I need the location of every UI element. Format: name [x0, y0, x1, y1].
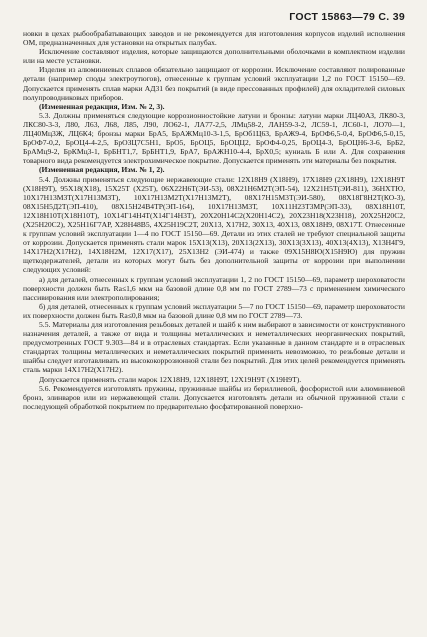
clause-5-6: 5.6. Рекомендуется изготовлять пружины, пружинные шайбы из бериллиевой, фосфористой или алюминиевой бронз, элинваров или из нержавеющей стали. Допускается изготовлять детали из обычной пружинной стали с последующей обработкой покрытием по предварительно фосфатированной поверхно-: [23, 383, 405, 411]
paragraph-aluminium: Изделия из алюминиевых сплавов обязательно защищают от коррозии. Исключение составляют полированные детали (например споды электроутюгов), отнесенные к группам условий эксплуатации 1,2 по ГОСТ 15150—69. Допускается применять сплав марки АД31 без покрытий (в виде прессованных профилей) для охладителей силовых полупроводниковых приборов.: [23, 65, 405, 102]
paragraph-exception: Исключение составляют изделия, которые защищаются дополнительными оболочками в комплектном изделии или на месте установки.: [23, 47, 405, 66]
document-body: [23, 29, 405, 411]
page-header: [289, 11, 405, 23]
standard-number: ГОСТ 15863—79: [289, 11, 376, 23]
list-item-b: б) для деталей, отнесенных к группам условий эксплуатации 5—7 по ГОСТ 15150—69, параметр шероховатости их поверхности должен быть Ra≤0,8 мкм на базовой длине 0,8 мм по ГОСТ 2789—73.: [23, 301, 405, 320]
clause-5-3: 5.3. Должны применяться следующие коррозионностойкие латуни и бронзы: латуни марки ЛЦ40АЗ, ЛК80-3, ЛКС80-3-3, Л80, Л63, Л68, Л85, Л90, ЛО62-1, ЛА77-2,5, ЛМц58-2, ЛАН59-3-2, ЛС59-1, ЛС60-1, ЛО70—1, ЛЦ40Мц3Ж, ЛЦ6К4; бронзы марки БрА5, БрАЖМц10-3-1,5, БрОб1Ц63, БрАЖ9-4, БрОФ6,5-0,4, БрОФ6,5-0,15, БрОФ7-0,2, БрОЦ4-4-2,5, БрОЗЦ7С5Н1, БрО5, БрОЦ5, БрОЦЦ2, БрОФ4-0,25, БрОЦ4-3, БрОЦН6-3-6, БрБ2, БрАМц9-2, БрКМц3-1, БрБНТ1,7, БрБНТ1,9, БрА7, БрАЖН10-4-4, БрХ0,5; куниаль Б или А. Для сохранения товарного вида рекомендуется электрохимическое покрытие. Допускается применять эти материалы без покрытия.: [23, 110, 405, 166]
paragraph-continuation: новки в цехах рыбообрабатывающих заводов и не рекомендуется для изготовления корпусов изделий исполнения ОМ, предназначенных для установки на открытых палубах.: [23, 29, 405, 48]
clause-5-5: 5.5. Материалы для изготовления резьбовых деталей и шайб к ним выбирают в зависимости от конструктивного назначения деталей, а также от вида и толщины металлических и неметаллических неорганических покрытий, предусмотренных ГОСТ 9.303—84 и в отраслевых стандартах. Если указанные в данном стандарте и в отраслевых стандартах толщины металлических и неметаллических покрытий применить невозможно, то резьбовые детали и шайбы следует изготавливать из высококоррозионной стали без покрытий. Для этих целей рекомендуется применять сталь марки 14Х17Н2(Х17Н2).: [23, 320, 405, 375]
list-item-a: а) для деталей, отнесенных к группам условий эксплуатации 1, 2 по ГОСТ 15150—69, параметр шероховатости поверхности должен быть Ra≤1,6 мкм на базовой длине 0,8 мм по ГОСТ 2789—73 с применением химического пассивирования или электрополирования;: [23, 274, 405, 302]
paragraph-allowed-steels: Допускается применять стали марок 12Х18Н9, 12Х18Н9Т, 12Х19Н9Т (Х19Н9Т).: [39, 374, 302, 384]
page-number: С. 39: [378, 11, 405, 23]
clause-5-4: 5.4. Должны применяться следующие нержавеющие стали: 12Х18Н9 (Х18Н9), 17Х18Н9 (2Х18Н9), 12Х18Н9Т (Х18Н9Т), 95Х18(Х18), 15Х25Т (Х25Т), 06Х22Н6Т(ЭИ-53), 08Х21Н6М2Т(ЭП-54), 12Х21Н5Т(ЭИ-811), 36НХТЮ, 10Х17Н13М3Т(Х17Н13М3Т), 10Х17Н13М2Т(Х17Н13М2Т), 08Х17Н15М3Т(ЭИ-580), 08Х18Г8Н2Т(КО-3), 08Х15Н5Д2Т(ЭП-410), 08Х15Н24В4ТР(ЭП-164), 10Х17Н13М3Т, 10Х11Н23Т3МР(ЭП-33), 08Х18Н10Т, 12Х18Н10Т(Х18Н10Т), 10Х14Г14Н4Т(Х14Г14Н3Т), 20Х20Н14С2(Х20Н14С2), 20Х23Н18(Х23Н18), 20Х25Н20С2, (Х25Н20С2), Х25Н16Г7АР, Х28Н48В5, 4Х25Н19С2Т, 20Х13, Х17Н2, 30Х13, 40Х13, 08Х18Н9, 08Х17Т. Отнесенные к группам условий эксплуатации 1—4 по ГОСТ 15150—69. Детали из этих сталей не требуют специальной защиты от коррозии. Допускается применять стали марок 15Х13(Х13), 20Х13(2Х13), 30Х13(3Х13), 40Х13(4Х13), Х13Н4Г9, 14Х17Н2(Х17Н2), 14Х18Н2М, 12Х17(Х17), 25Х13Н2 (ЭИ-474) и также 09Х15Н8Ю(Х15Н9Ю) для пружин щеткодержателей, детали из которых могут быть без дополнительной защиты от коррозии при выполнении следующих условий:: [23, 174, 405, 275]
amendment-note: (Измененная редакция, Изм. № 2, 3).: [39, 101, 165, 111]
amendment-note: (Измененная редакция, Изм. № 1, 2).: [39, 165, 165, 175]
